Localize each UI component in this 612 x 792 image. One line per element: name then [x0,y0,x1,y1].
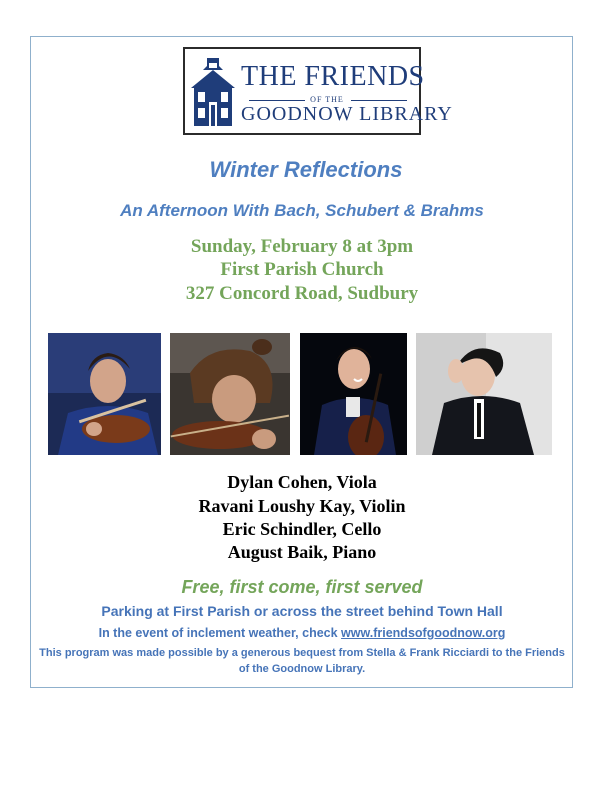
musician-3: Eric Schindler, Cello [222,519,382,539]
logo-title: THE FRIENDS [241,61,425,92]
parking-note: Parking at First Parish or across the street behind Town Hall [101,603,503,619]
photo-pianist [416,333,552,455]
event-subtitle: An Afternoon With Bach, Schubert & Brahms [120,201,484,220]
event-title: Winter Reflections [209,157,403,182]
photo-violinist [170,333,290,455]
friends-logo [183,47,453,135]
library-building-icon [189,54,237,130]
event-venue: First Parish Church [220,259,384,280]
photo-viola-player [48,333,161,455]
bequest-note: This program was made possible by a generous bequest from Stella & Frank Ricciardi to the Friends of the Goodnow Library. [39,647,565,675]
weather-prefix: In the event of inclement weather, check [98,626,342,640]
logo-of-the: OF THE [310,95,344,104]
event-address: 327 Concord Road, Sudbury [185,283,419,304]
website-link[interactable]: www.friendsofgoodnow.org [341,626,506,640]
admission-note: Free, first come, first served [181,577,423,597]
event-date: Sunday, February 8 at 3pm [190,236,414,257]
musician-2: Ravani Loushy Kay, Violin [198,496,406,516]
logo-rule-right [351,100,407,101]
weather-note [0,626,604,640]
musician-4: August Baik, Piano [227,542,377,562]
photo-cellist [300,333,407,455]
musician-1: Dylan Cohen, Viola [227,472,377,492]
logo-library-name: GOODNOW LIBRARY [241,103,453,125]
